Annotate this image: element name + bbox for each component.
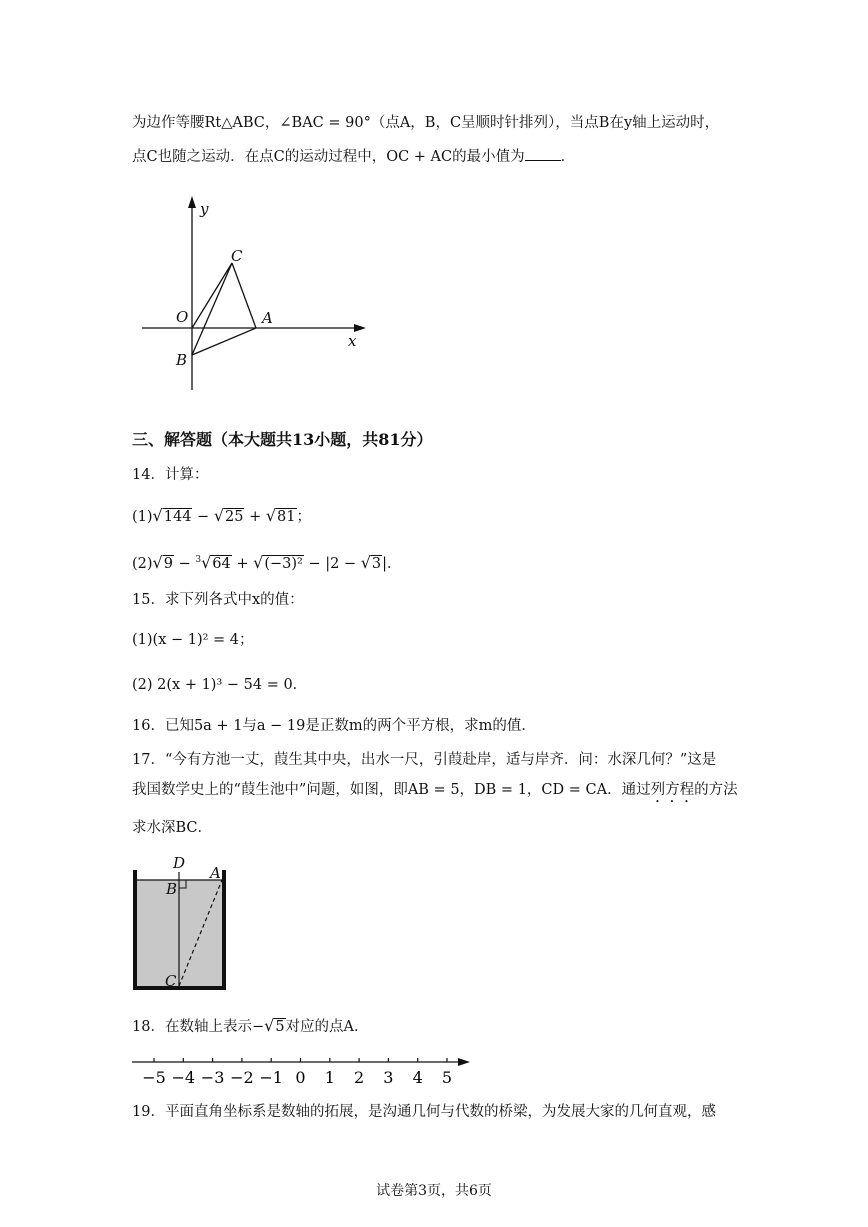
label-C: C <box>231 247 243 265</box>
q17-line-2 <box>132 780 738 806</box>
q14-p2-radicand-3: (−3)² <box>264 555 303 572</box>
tick-label: −2 <box>230 1068 254 1087</box>
tick-label: −1 <box>259 1068 283 1087</box>
tick-label: 1 <box>324 1068 335 1087</box>
section-heading: 三、解答题（本大题共13小题，共81分） <box>132 430 433 449</box>
label-D: D <box>173 854 186 872</box>
label-B: B <box>166 880 178 898</box>
label-A: A <box>262 309 273 327</box>
tick-label: 4 <box>412 1068 423 1087</box>
q17-line-1: 17．“今有方池一丈，葭生其中央，出水一尺，引葭赴岸，适与岸齐．问：水深几何？”这是 <box>132 752 717 768</box>
q14-p1-label: (1) <box>132 509 153 525</box>
q14-p1-end: ； <box>296 509 311 525</box>
label-O: O <box>176 308 189 326</box>
tick-label: 3 <box>383 1068 394 1087</box>
x-axis-arrow <box>354 324 366 332</box>
q15-stem: 15．求下列各式中x的值： <box>132 592 304 608</box>
q14-part-2: (2)√9 − $^3$√64 + √(−3)² − |2 − √3|． <box>132 552 402 572</box>
segment-OC <box>192 263 232 328</box>
q14-p2-abs-radicand: 3 <box>371 555 382 572</box>
q19-text: 19．平面直角坐标系是数轴的拓展，是沟通几何与代数的桥梁，为发展大家的几何直观，感 <box>132 1104 716 1120</box>
q13-line-2 <box>132 146 575 167</box>
tick-label: 2 <box>354 1068 365 1087</box>
q14-stem: 14．计算： <box>132 467 209 483</box>
label-y: y <box>200 200 209 218</box>
number-line-arrow <box>458 1058 470 1066</box>
q14-p2-abs-a: 2 − <box>330 555 357 572</box>
q14-part-1: (1)√144 − √25 + √81； <box>132 506 311 525</box>
q17-line-3: 求水深BC． <box>132 820 213 836</box>
q14-p2-cube-index: 3 <box>195 555 202 565</box>
page-footer: 试卷第3页，共6页 <box>376 1183 492 1199</box>
y-axis-arrow <box>188 196 196 208</box>
q15-part-1: (1)(x − 1)² = 4； <box>132 632 254 648</box>
q17-emphasis: 列方程 <box>650 782 695 798</box>
tick-label: −4 <box>171 1068 196 1087</box>
tick-label: −3 <box>200 1068 225 1087</box>
q16-text: 16．已知5a + 1与a − 19是正数m的两个平方根，求m的值． <box>132 718 536 734</box>
q14-p2-end: ． <box>387 555 402 572</box>
q13-line-2-text: 点C也随之运动．在点C的运动过程中，OC + AC的最小值为 <box>132 149 525 165</box>
answer-blank <box>525 146 561 161</box>
q17-line-2-text: 我国数学史上的“葭生池中”问题，如图，即AB = 5，DB = 1，CD = CA．通过 <box>132 782 651 798</box>
tick-label: −5 <box>142 1068 166 1087</box>
label-C: C <box>165 972 177 990</box>
q18-text: 18．在数轴上表示−√5对应的点A． <box>132 1016 369 1035</box>
label-x: x <box>348 332 357 350</box>
q14-p2-radicand-1: 9 <box>163 555 173 572</box>
q14-p1-radicand-2: 25 <box>225 509 244 525</box>
q14-p2-radicand-2: 64 <box>212 555 231 572</box>
q14-p1-radicand-1: 144 <box>163 509 192 525</box>
q17-line-2-end: 的方法 <box>694 782 738 798</box>
q13-line-2-end: ． <box>560 149 576 165</box>
label-A: A <box>210 864 221 882</box>
q15-part-2: (2) 2(x + 1)³ − 54 = 0． <box>132 677 308 693</box>
q13-coordinate-figure <box>130 190 380 400</box>
number-line <box>128 1050 478 1090</box>
q14-p1-radicand-3: 81 <box>277 509 296 525</box>
q14-p2-label: (2) <box>132 555 153 572</box>
label-B: B <box>176 351 188 369</box>
tick-label: 0 <box>295 1068 306 1087</box>
q13-line-1: 为边作等腰Rt△ABC，∠BAC = 90°（点A，B，C呈顺时针排列），当点B在y轴上运动时， <box>132 115 720 131</box>
segment-CA <box>232 263 256 328</box>
q18-text-start: 18．在数轴上表示 <box>132 1019 252 1035</box>
q18-text-end: 对应的点A． <box>285 1019 369 1035</box>
q17-pond-figure <box>128 852 238 997</box>
q18-radicand: 5 <box>275 1019 285 1035</box>
tick-label: 5 <box>441 1068 453 1087</box>
